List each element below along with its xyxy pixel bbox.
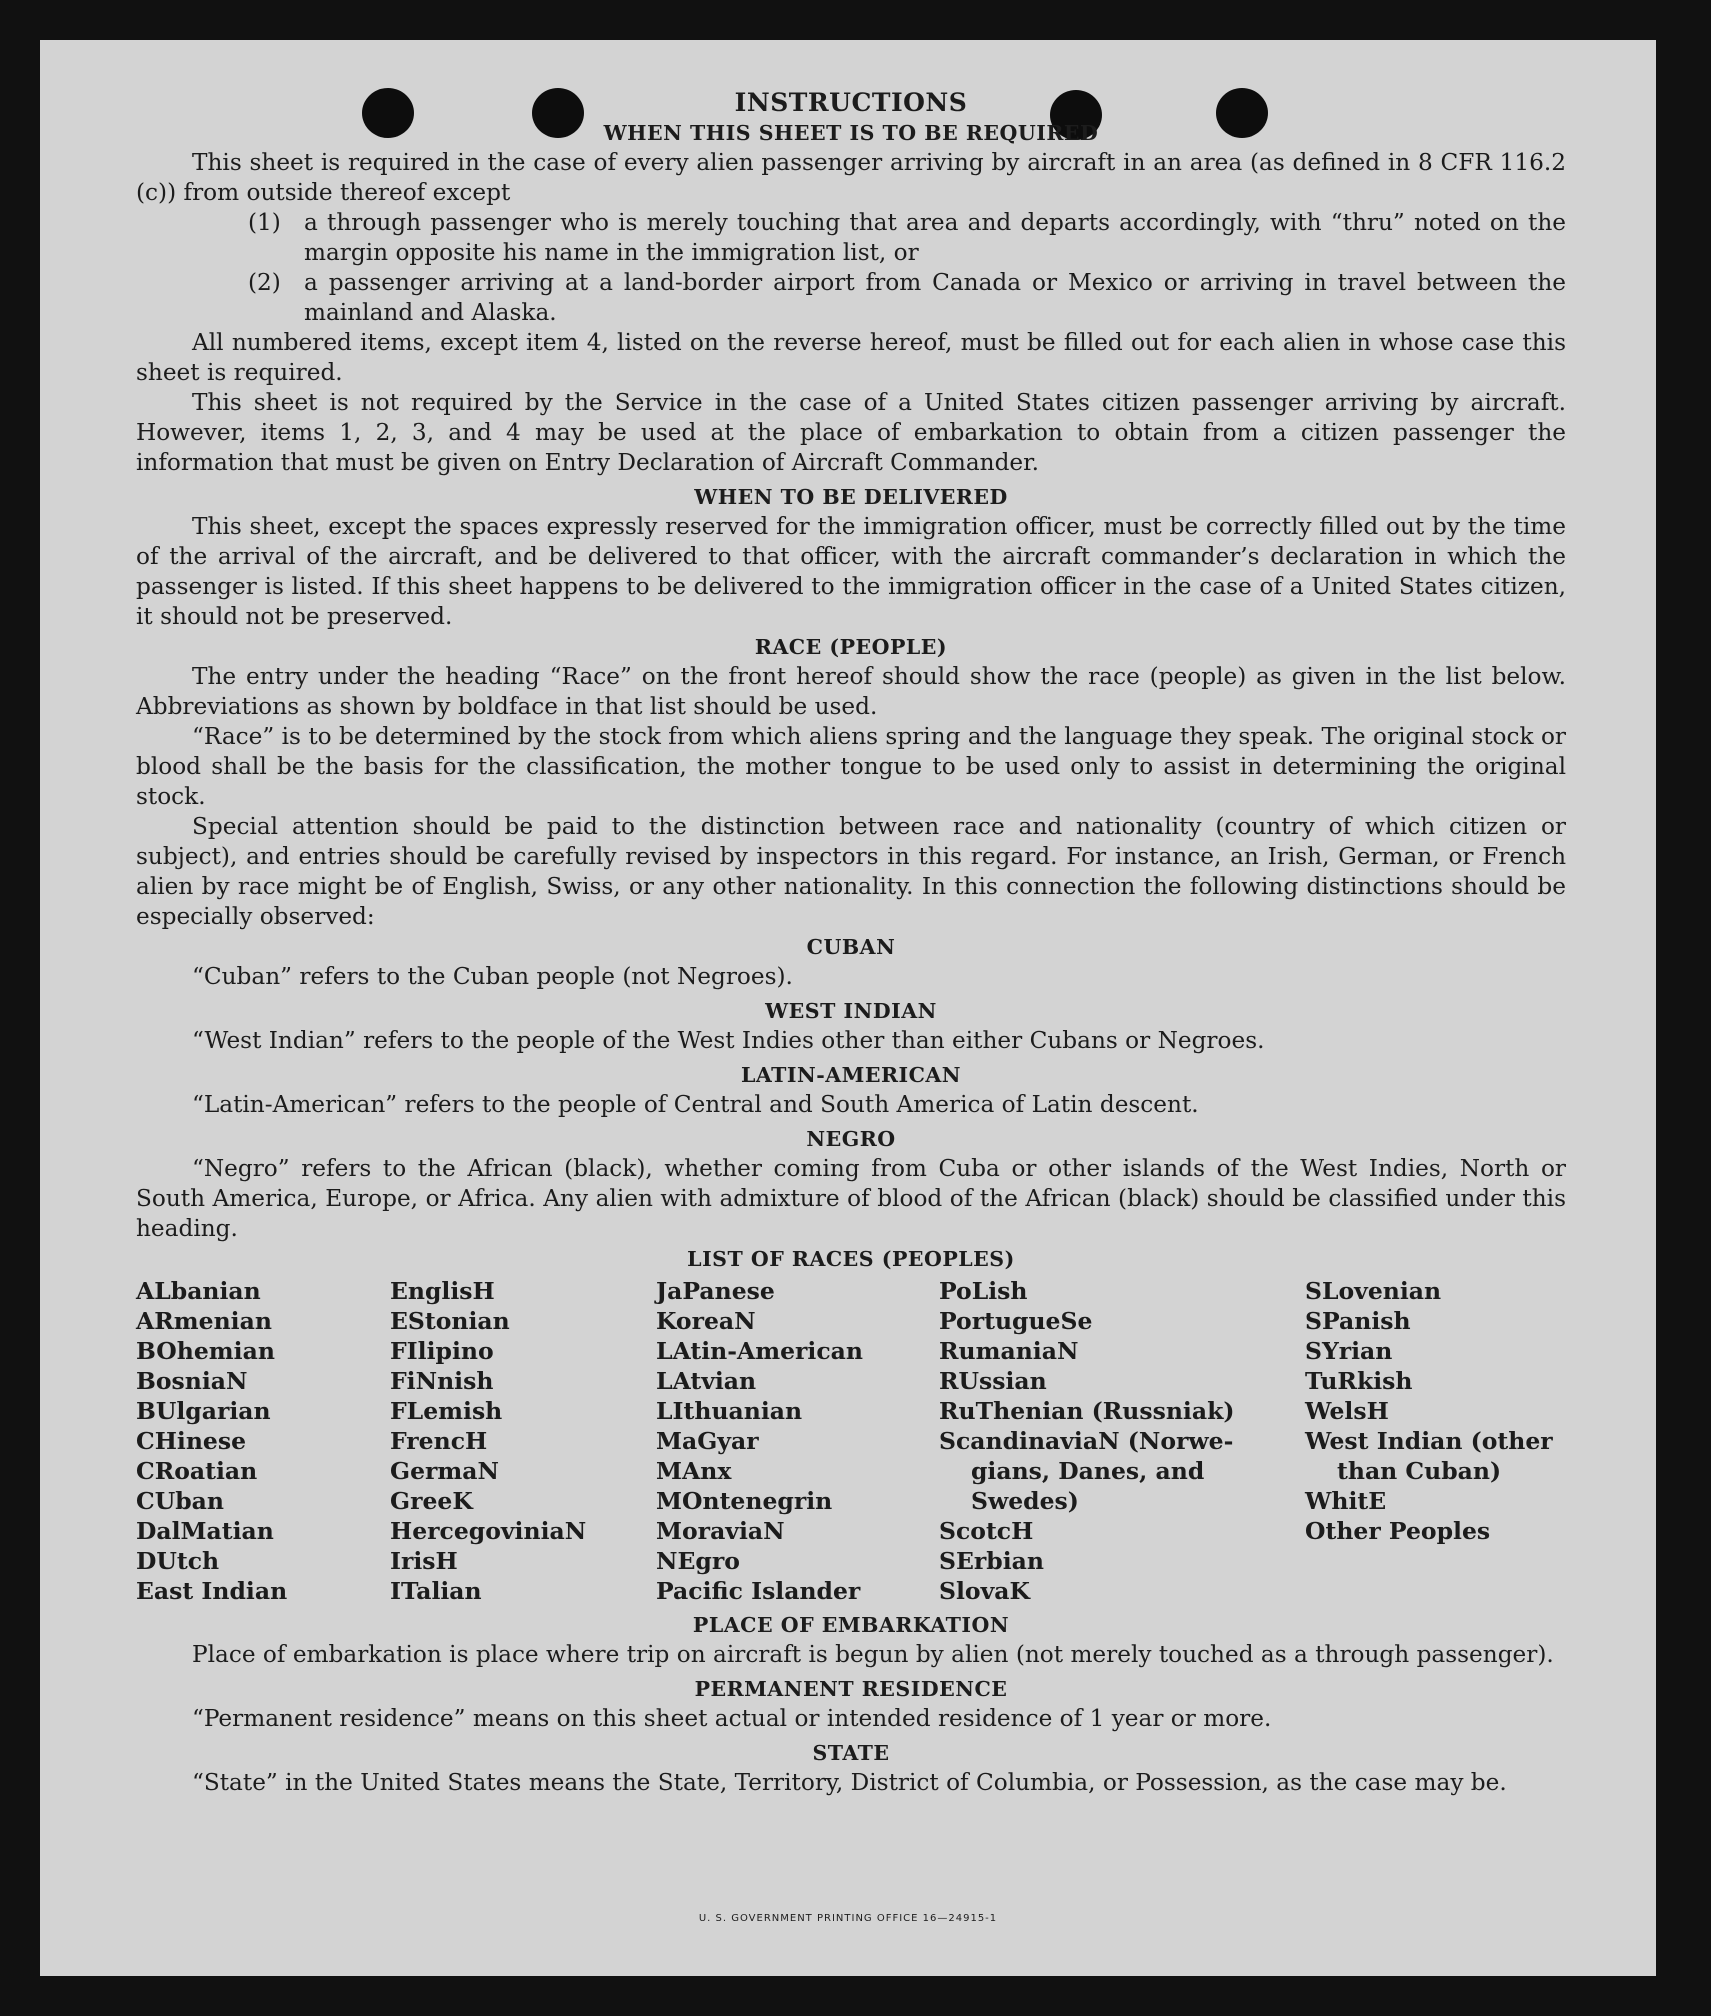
race-list-item: JaPanese bbox=[656, 1277, 775, 1305]
race-list-item: TuRkish bbox=[1305, 1367, 1413, 1395]
race-column-2 bbox=[390, 1276, 656, 1606]
race-list-item: CRoatian bbox=[136, 1457, 258, 1485]
race-list-item: LAtin-American bbox=[656, 1337, 863, 1365]
race-list-item: MAnx bbox=[656, 1457, 732, 1485]
west-indian-para: “West Indian” refers to the people of the West Indies other than either Cubans or Negroes. bbox=[192, 1027, 1265, 1054]
race-list-item: SErbian bbox=[939, 1547, 1044, 1575]
heading-latin-american: LATIN-AMERICAN bbox=[740, 1063, 962, 1087]
required-para-2: All numbered items, except item 4, listed on the reverse hereof, must be filled out for each alien in whose case this sheet is required. bbox=[136, 329, 1566, 386]
race-list-item: RuThenian (Russniak) bbox=[939, 1397, 1235, 1425]
race-list-item: BUlgarian bbox=[136, 1397, 271, 1425]
race-list-item: East Indian bbox=[136, 1577, 288, 1605]
race-list-item: FiNnish bbox=[390, 1367, 494, 1395]
race-list-item: FIlipino bbox=[390, 1337, 494, 1365]
race-list-item: MoraviaN bbox=[656, 1517, 785, 1545]
race-list-item: GermaN bbox=[390, 1457, 499, 1485]
heading-state: STATE bbox=[812, 1741, 890, 1765]
race-list-item: BosniaN bbox=[136, 1367, 248, 1395]
race-list-item: RUssian bbox=[939, 1367, 1047, 1395]
race-list-item: WhitE bbox=[1305, 1487, 1387, 1515]
race-list-item: ARmenian bbox=[136, 1307, 272, 1335]
heading-place-of-embarkation: PLACE OF EMBARKATION bbox=[692, 1613, 1010, 1637]
race-list bbox=[136, 1276, 1566, 1606]
race-list-item: ScotcH bbox=[939, 1517, 1034, 1545]
race-list-item: EStonian bbox=[390, 1307, 510, 1335]
race-list-item: LIthuanian bbox=[656, 1397, 803, 1425]
item-number: (1) bbox=[248, 209, 281, 236]
race-list-item: MOntenegrin bbox=[656, 1487, 833, 1515]
race-list-item: SLovenian bbox=[1305, 1277, 1442, 1305]
race-para-2: “Race” is to be determined by the stock from which aliens spring and the language they speak. The original stock or blood shall be the basis for the classification, the mother tongue to be used only to assist in determining the original stock. bbox=[136, 723, 1566, 810]
race-list-item: ALbanian bbox=[136, 1277, 261, 1305]
race-list-item: NEgro bbox=[656, 1547, 740, 1575]
latin-american-para: “Latin-American” refers to the people of Central and South America of Latin descent. bbox=[192, 1091, 1199, 1118]
race-list-item: EnglisH bbox=[390, 1277, 495, 1305]
race-list-item: HercegoviniaN bbox=[390, 1517, 587, 1545]
heading-when-required: WHEN THIS SHEET IS TO BE REQUIRED bbox=[603, 121, 1099, 145]
race-list-item: IrisH bbox=[390, 1547, 458, 1575]
race-list-item: ITalian bbox=[390, 1577, 482, 1605]
race-list-item: Pacific Islander bbox=[656, 1577, 861, 1605]
page-title: INSTRUCTIONS bbox=[734, 88, 968, 117]
race-list-item: CHinese bbox=[136, 1427, 247, 1455]
heading-list-of-races: LIST OF RACES (PEOPLES) bbox=[687, 1247, 1015, 1271]
item-text: a passenger arriving at a land-border airport from Canada or Mexico or arriving in travel between the mainland and Alaska. bbox=[304, 269, 1566, 326]
race-list-item: ScandinaviaN (Norwe- gians, Danes, and Swedes) bbox=[939, 1427, 1234, 1515]
race-column-3 bbox=[656, 1276, 939, 1606]
delivered-para: This sheet, except the spaces expressly reserved for the immigration officer, must be correctly filled out by the time of the arrival of the aircraft, and be delivered to that officer, with the aircraft commander’s declaration in which the passenger is listed. If this sheet happens to be delivered to the immigration officer in the case of a United States citizen, it should not be preserved. bbox=[136, 513, 1566, 630]
race-list-item: KoreaN bbox=[656, 1307, 756, 1335]
item-text: a through passenger who is merely touching that area and departs accordingly, with “thru” noted on the margin opposite his name in the immigration list, or bbox=[304, 209, 1566, 266]
race-list-item: Other Peoples bbox=[1305, 1517, 1491, 1545]
heading-west-indian: WEST INDIAN bbox=[765, 999, 937, 1023]
race-column-5 bbox=[1305, 1276, 1565, 1606]
heading-permanent-residence: PERMANENT RESIDENCE bbox=[694, 1677, 1008, 1701]
race-column-4 bbox=[939, 1276, 1305, 1606]
race-list-item: CUban bbox=[136, 1487, 224, 1515]
required-para-3: This sheet is not required by the Service in the case of a United States citizen passenger arriving by aircraft. However, items 1, 2, 3, and 4 may be used at the place of embarkation to obtain from a citizen passenger the information that must be given on Entry Declaration of Aircraft Commander. bbox=[136, 389, 1566, 476]
heading-negro: NEGRO bbox=[806, 1127, 896, 1151]
race-list-item: RumaniaN bbox=[939, 1337, 1079, 1365]
race-list-item: DUtch bbox=[136, 1547, 220, 1575]
heading-cuban: CUBAN bbox=[806, 935, 896, 959]
race-list-item: PortugueSe bbox=[939, 1307, 1093, 1335]
race-list-item: GreeK bbox=[390, 1487, 473, 1515]
residence-para: “Permanent residence” means on this sheet actual or intended residence of 1 year or more. bbox=[192, 1705, 1272, 1732]
race-list-item: SlovaK bbox=[939, 1577, 1030, 1605]
document-sheet bbox=[40, 40, 1656, 1976]
race-para-1: The entry under the heading “Race” on the front hereof should show the race (people) as given in the list below. Abbreviations as shown by boldface in that list should be used. bbox=[136, 663, 1566, 720]
race-list-item: FLemish bbox=[390, 1397, 503, 1425]
printing-office-footer: U. S. GOVERNMENT PRINTING OFFICE 16—24915-1 bbox=[698, 1913, 998, 1924]
race-column-1 bbox=[136, 1276, 390, 1606]
race-list-item: SYrian bbox=[1305, 1337, 1393, 1365]
negro-para: “Negro” refers to the African (black), whether coming from Cuba or other islands of the West Indies, North or South America, Europe, or Africa. Any alien with admixture of blood of the African (black) should be classified under this heading. bbox=[136, 1155, 1566, 1242]
instructions-content bbox=[136, 88, 1566, 1798]
race-list-item: FrencH bbox=[390, 1427, 488, 1455]
exception-item-1 bbox=[248, 208, 1566, 268]
race-list-item: BOhemian bbox=[136, 1337, 275, 1365]
state-para: “State” in the United States means the State, Territory, District of Columbia, or Possession, as the case may be. bbox=[192, 1769, 1507, 1796]
embarkation-para: Place of embarkation is place where trip on aircraft is begun by alien (not merely touched as a through passenger). bbox=[192, 1641, 1554, 1668]
exception-item-2 bbox=[248, 268, 1566, 328]
race-list-item: DalMatian bbox=[136, 1517, 274, 1545]
race-list-item: PoLish bbox=[939, 1277, 1028, 1305]
required-intro: This sheet is required in the case of every alien passenger arriving by aircraft in an area (as defined in 8 CFR 116.2 (c)) from outside thereof except bbox=[136, 149, 1566, 206]
item-number: (2) bbox=[248, 269, 281, 296]
race-list-item: WelsH bbox=[1305, 1397, 1389, 1425]
race-list-item: SPanish bbox=[1305, 1307, 1411, 1335]
race-list-item: LAtvian bbox=[656, 1367, 757, 1395]
cuban-para: “Cuban” refers to the Cuban people (not Negroes). bbox=[192, 963, 793, 990]
race-list-item: West Indian (other than Cuban) bbox=[1305, 1427, 1553, 1485]
race-list-item: MaGyar bbox=[656, 1427, 759, 1455]
heading-when-delivered: WHEN TO BE DELIVERED bbox=[694, 485, 1008, 509]
race-para-3: Special attention should be paid to the distinction between race and nationality (country of which citizen or subject), and entries should be carefully revised by inspectors in this regard. For instance, an Irish, German, or French alien by race might be of English, Swiss, or any other nationality. In this connection the following distinctions should be especially observed: bbox=[136, 813, 1566, 930]
heading-race: RACE (PEOPLE) bbox=[754, 635, 948, 659]
